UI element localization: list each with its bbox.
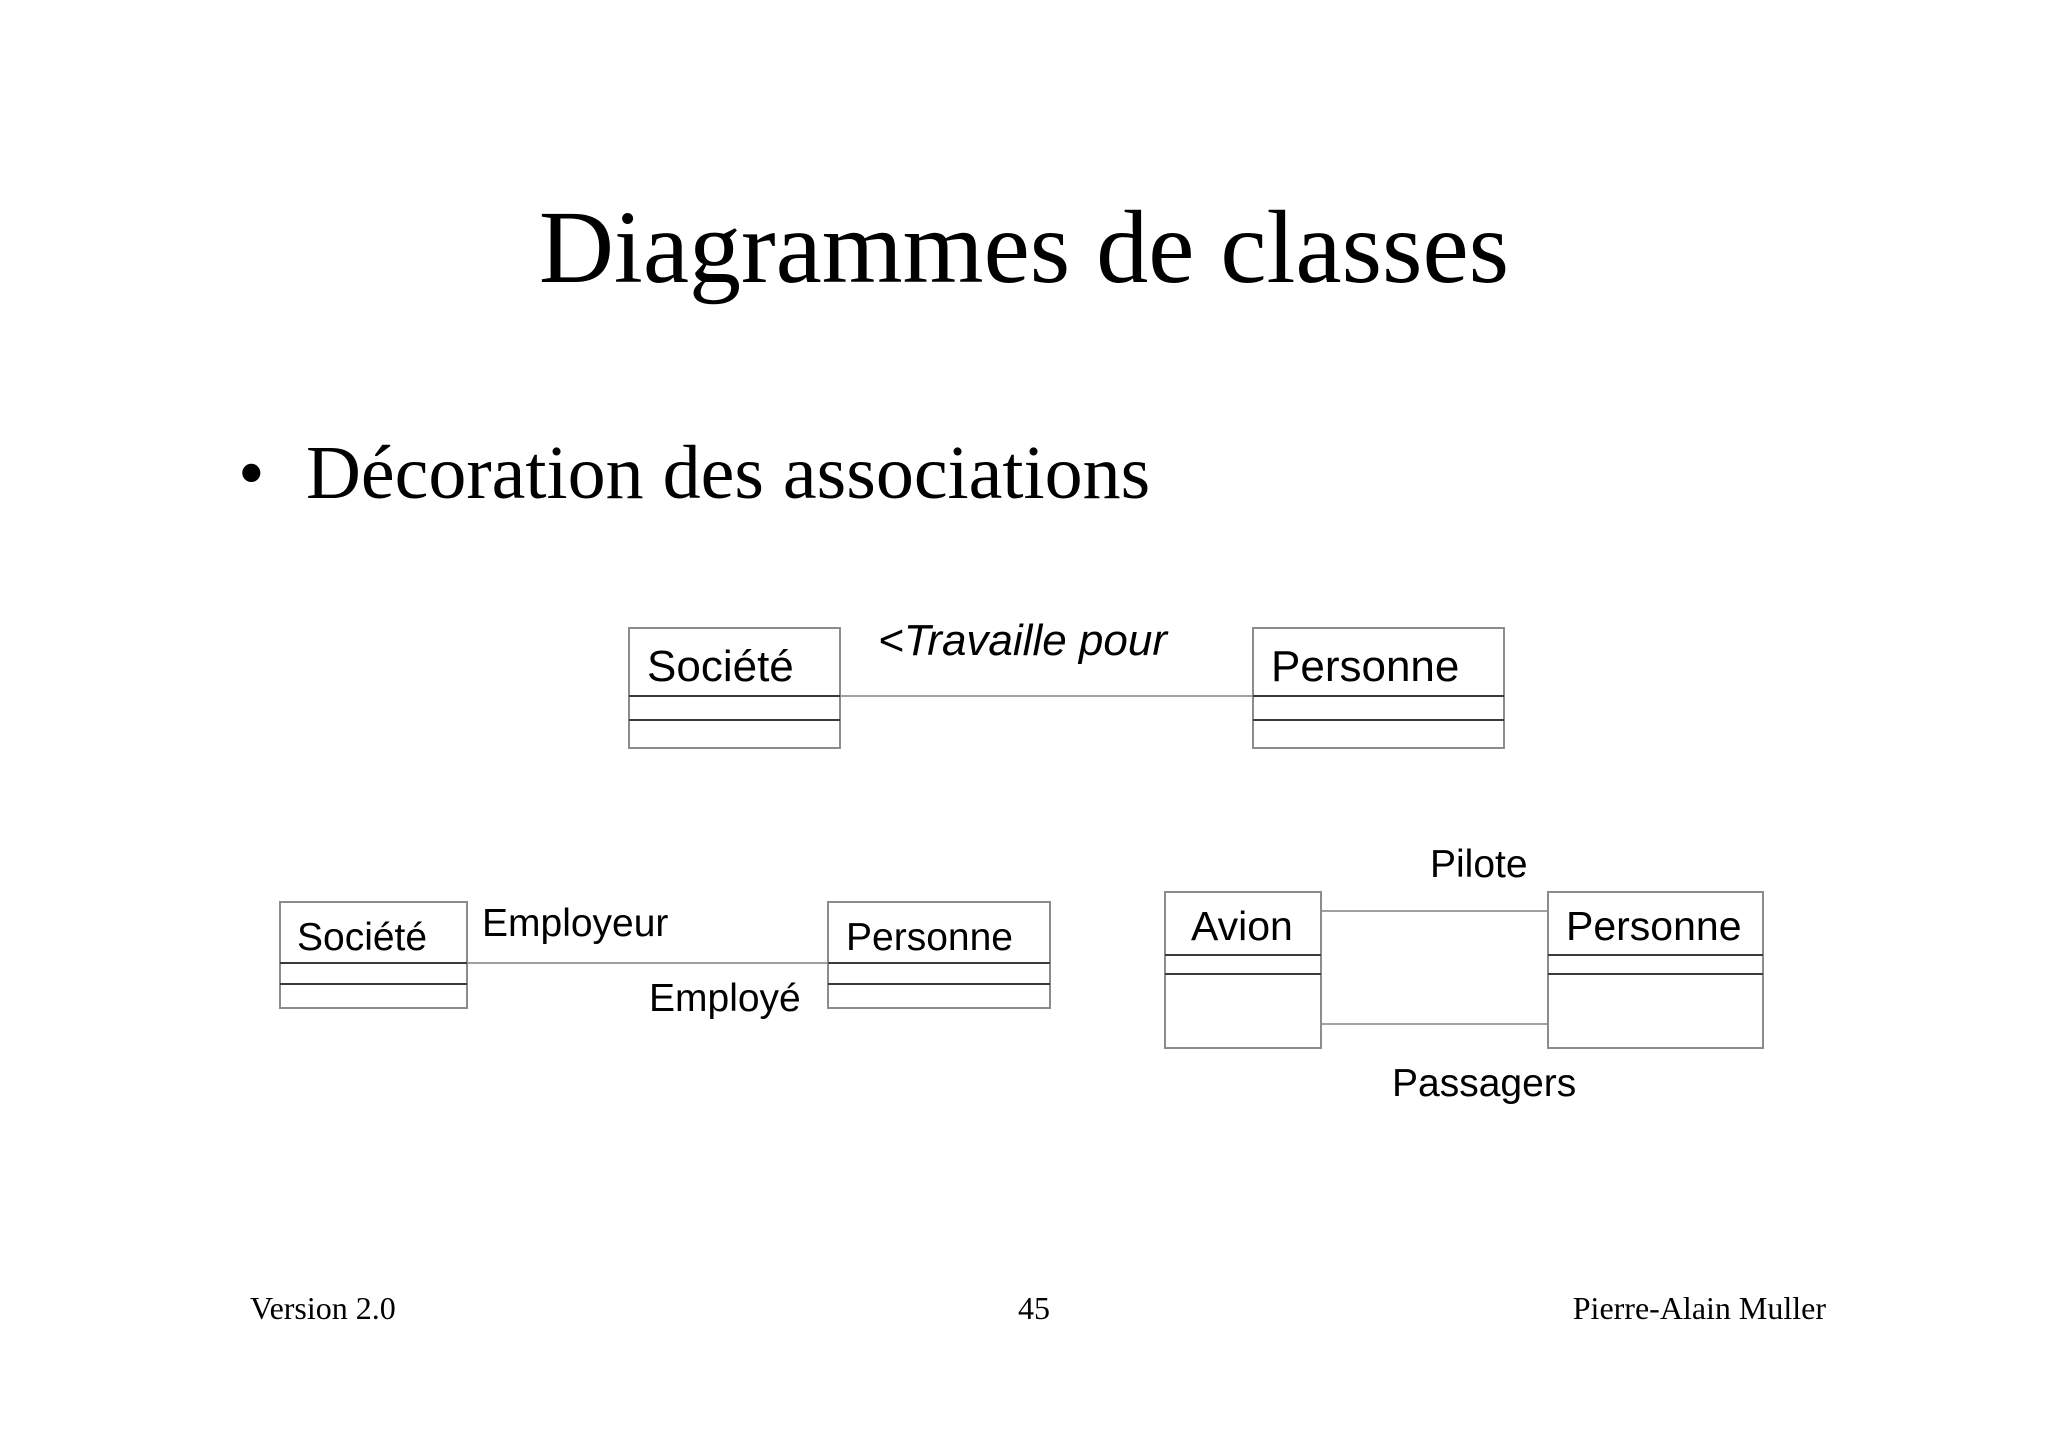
- class-name: Avion: [1191, 903, 1293, 949]
- class-box-avion: [1165, 892, 1321, 1048]
- association-label-pilote: Pilote: [1430, 843, 1528, 886]
- footer-author: Pierre-Alain Muller: [1572, 1290, 1826, 1326]
- footer-version: Version 2.0: [250, 1290, 396, 1326]
- class-box-personne: [828, 902, 1050, 1008]
- bullet-text: Décoration des associations: [306, 431, 1151, 515]
- association-label-passagers: Passagers: [1392, 1062, 1577, 1105]
- role-employeur: Employeur: [482, 902, 669, 945]
- diagram-employeur-employe: [280, 902, 1050, 1020]
- class-name: Société: [297, 916, 428, 959]
- bullet-symbol: •: [238, 431, 265, 515]
- class-name: Société: [647, 642, 794, 691]
- class-box-societe: [629, 628, 840, 748]
- class-name: Personne: [846, 916, 1013, 959]
- role-employe: Employé: [649, 977, 801, 1020]
- diagram-travaille-pour: [629, 616, 1504, 748]
- class-box-personne: [1253, 628, 1504, 748]
- slide-title: Diagrammes de classes: [538, 190, 1510, 305]
- class-box-societe: [280, 902, 467, 1008]
- class-box-personne: [1548, 892, 1763, 1048]
- class-name: Personne: [1566, 903, 1742, 949]
- diagram-pilote-passagers: [1165, 843, 1763, 1105]
- footer-page-number: 45: [1018, 1290, 1050, 1326]
- class-name: Personne: [1271, 642, 1460, 691]
- association-name: <Travaille pour: [878, 616, 1167, 665]
